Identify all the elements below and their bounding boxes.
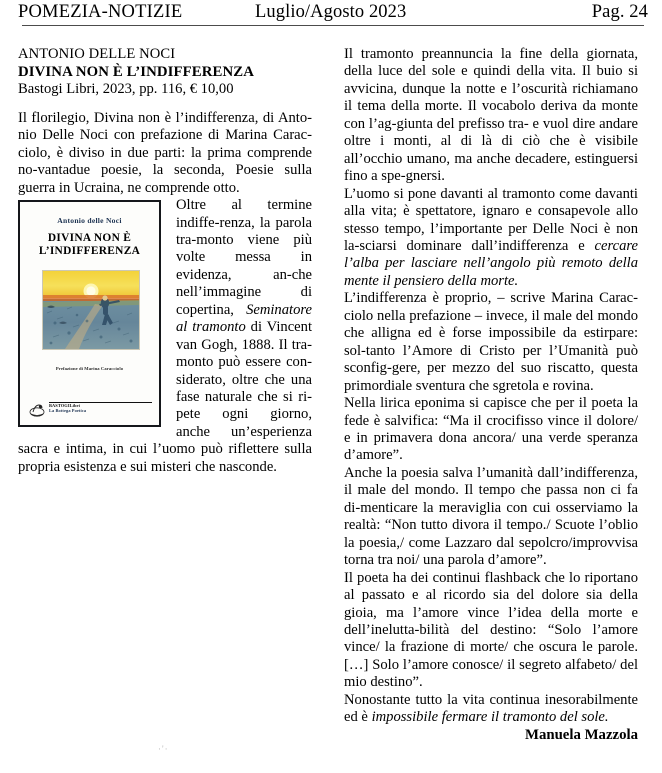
cover-preface-credit: Prefazione di Marina Caracciolo bbox=[55, 366, 124, 372]
paragraph-tramonto: Il tramonto preannuncia la fine della giornata, della luce del sole e quindi della vita. Il buio si avvicina, dunque la notte e l’oscurità richiamano il tema della morte. Il vocabolo deriva da monte con l’ag-giunta del prefisso tra- e vuol dire andare oltre i monti, al di là di ciò che è visibile all’occhio umano, ma anche decadere, estinguersi fino a spe-gnersi. bbox=[344, 46, 638, 185]
cover-title bbox=[20, 232, 159, 258]
book-imprint: Bastogi Libri, 2023, pp. 116, € 10,00 bbox=[18, 81, 234, 98]
column-left bbox=[18, 46, 312, 476]
cover-note-part2: di Vincent van Gogh, 1888. Il tra-monto può essere con-siderato, oltre che una fase naturale che si ri-pete ogni giorno, anche un’esperienza sacra e intima, in cui l’uomo può riflettere sulla propria esistenza e sui misteri che nasconde. bbox=[18, 319, 312, 475]
page-number: Pag. 24 bbox=[591, 2, 648, 22]
publisher-logo-icon bbox=[27, 398, 47, 418]
page-smudge-mark: ·'· bbox=[158, 744, 169, 754]
paragraph-poesia: Anche la poesia salva l’umanità dall’indifferenza, il male del mondo. Il tempo che passa non ci fa di-menticare la meraviglia con cui osserviamo la realtà: “Non tutto divora il tempo./ Scuote l’oblio la poesia,/ come Lazzaro dal sepolcro/improvvisa torna tra noi/ una parola d’amore”. bbox=[344, 464, 638, 569]
uomo-part1: L’uomo si pone davanti al tramonto come davanti alla vita; è spettatore, ignaro e consapevole allo stesso tempo, l’importante per Delle Noci è non la-sciarsi dominare dall’indifferenza e bbox=[344, 185, 638, 254]
final-part1: Nonostante tutto la vita continua inesorabilmente ed è bbox=[344, 691, 638, 726]
bastogi-emblem-icon bbox=[27, 398, 47, 418]
publisher-line-2: La Bottega Poetica bbox=[49, 408, 87, 414]
paragraph-lirica: Nella lirica eponima si capisce che per il poeta la fede è salvifica: “Ma il crocifisso vince il dolore/ e in primavera dona ancora/ una verde speranza d’amore”. bbox=[344, 395, 638, 464]
masthead-title: POMEZIA-NOTIZIE bbox=[18, 2, 183, 22]
book-heading bbox=[18, 46, 312, 99]
book-cover-figure bbox=[18, 200, 167, 431]
paragraph-indifferenza: L’indifferenza è proprio, – scrive Marina Carac-ciolo nella prefazione – invece, il male del mondo che alligna ed è forse impossibile da estirpare: sol-tanto l’Amore di Cristo per l’Umanità può sconfig-gere, per mezzo del suo riscatto, questa primordiale sventura che sgretola e rovina. bbox=[344, 290, 638, 394]
header-rule bbox=[22, 25, 644, 26]
van-gogh-sower-icon bbox=[43, 271, 139, 349]
article-signature: Manuela Mazzola bbox=[524, 726, 638, 743]
paragraph-final bbox=[344, 692, 638, 727]
publisher-name bbox=[49, 403, 86, 414]
issue-date: Luglio/Agosto 2023 bbox=[255, 2, 407, 22]
publisher-line-1: BASTOGILibri bbox=[49, 403, 80, 409]
final-italic: impossibile fermare il tramonto del sole. bbox=[371, 709, 609, 726]
book-title-heading: DIVINA NON È L’INDIFFERENZA bbox=[18, 63, 255, 80]
cover-note-artwork-title: Seminatore al tramonto bbox=[176, 301, 312, 336]
cover-footer bbox=[27, 396, 152, 422]
book-author-heading: ANTONIO DELLE NOCI bbox=[18, 46, 176, 62]
column-right bbox=[344, 46, 638, 744]
book-cover-face bbox=[20, 202, 159, 425]
cover-artwork bbox=[42, 270, 140, 350]
cover-author-name: Antonio delle Noci bbox=[57, 216, 122, 226]
cover-title-line1: DIVINA NON È bbox=[47, 232, 132, 245]
uomo-quote-italic: cercare l’alba per lasciare nell’angolo più remoto della mente il pensiero della morte. bbox=[344, 237, 638, 289]
running-head bbox=[18, 2, 648, 26]
cover-title-line2: L’INDIFFERENZA bbox=[38, 245, 141, 258]
paragraph-intro: Il florilegio, Divina non è l’indifferenza, di Anto-nio Delle Noci con prefazione di Marina Carac-ciolo, è diviso in due parti: la prima comprende no-vantadue poesie, la seconda, Poesie sulla guerra in Ucraina, ne comprende otto. bbox=[18, 109, 312, 196]
paragraph-flashback: Il poeta ha dei continui flashback che lo riportano al passato e al ricordo sia del dolore sia della gioia, ma l’amore vince l’idea della morte e dell’inelutta-bilità del destino: “Solo l’amore vince/ la frazione di morte/ che oscura le parole. […] Solo l’amore conosce/ il segreto alfabeto/ del mio destino”. bbox=[344, 569, 638, 691]
cover-note-part1: Oltre al termine indiffe-renza, la parola tra-monto viene più volte messa in evidenza, an-che nell’immagine di copertina, bbox=[176, 197, 312, 318]
book-cover bbox=[18, 200, 161, 427]
paragraph-uomo bbox=[344, 186, 638, 291]
